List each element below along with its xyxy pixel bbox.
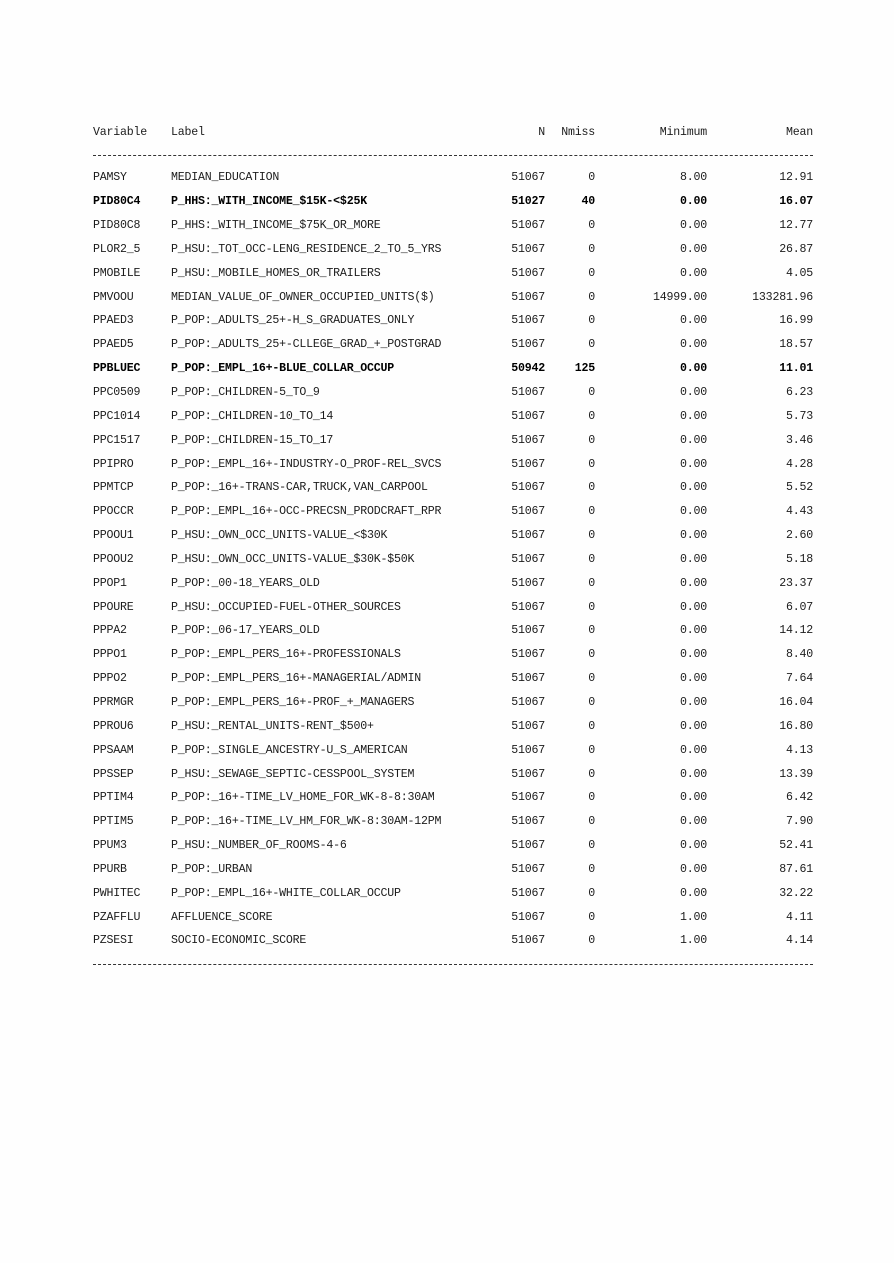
cell-n: 51067 <box>511 886 545 900</box>
cell-mean: 12.77 <box>779 219 813 233</box>
table-row <box>93 333 813 357</box>
cell-variable: PAMSY <box>93 171 127 185</box>
table-header <box>93 120 813 144</box>
cell-n: 51067 <box>511 862 545 876</box>
cell-mean: 4.14 <box>785 934 813 948</box>
cell-minimum: 0.00 <box>679 529 707 543</box>
cell-nmiss: 0 <box>588 767 595 781</box>
cell-n: 51067 <box>511 934 545 948</box>
table-row <box>93 881 813 905</box>
cell-n: 51067 <box>511 433 545 447</box>
cell-label: P_HSU:_OCCUPIED-FUEL-OTHER_SOURCES <box>171 600 401 614</box>
cell-nmiss: 0 <box>588 171 595 185</box>
cell-mean: 2.60 <box>785 529 813 543</box>
cell-n: 51067 <box>511 719 545 733</box>
cell-mean: 4.28 <box>785 457 813 471</box>
cell-mean: 14.12 <box>779 624 813 638</box>
top-rule-row <box>93 144 813 166</box>
cell-mean: 23.37 <box>779 576 813 590</box>
cell-minimum: 1.00 <box>679 910 707 924</box>
cell-nmiss: 0 <box>588 552 595 566</box>
table-row <box>93 595 813 619</box>
table-row <box>93 738 813 762</box>
cell-variable: PPSSEP <box>93 767 134 781</box>
cell-nmiss: 0 <box>588 600 595 614</box>
cell-minimum: 0.00 <box>679 552 707 566</box>
cell-label: P_HHS:_WITH_INCOME_$15K-<$25K <box>171 195 367 209</box>
cell-n: 51067 <box>511 457 545 471</box>
cell-nmiss: 0 <box>588 719 595 733</box>
cell-nmiss: 0 <box>588 934 595 948</box>
cell-n: 51067 <box>511 266 545 280</box>
cell-minimum: 0.00 <box>679 362 707 376</box>
table-row <box>93 381 813 405</box>
cell-n: 51067 <box>511 743 545 757</box>
header-row <box>93 120 813 144</box>
cell-variable: PMOBILE <box>93 266 141 280</box>
cell-label: MEDIAN_EDUCATION <box>171 171 280 185</box>
cell-label: P_POP:_00-18_YEARS_OLD <box>171 576 320 590</box>
cell-mean: 5.73 <box>785 409 813 423</box>
cell-label: MEDIAN_VALUE_OF_OWNER_OCCUPIED_UNITS($) <box>171 290 435 304</box>
cell-label: P_HSU:_OWN_OCC_UNITS-VALUE_<$30K <box>171 529 388 543</box>
cell-variable: PPOOU1 <box>93 529 134 543</box>
table-row <box>93 309 813 333</box>
cell-label: P_POP:_ADULTS_25+-CLLEGE_GRAD_+_POSTGRAD <box>171 338 442 352</box>
table-row <box>93 500 813 524</box>
cell-variable: PPPA2 <box>93 624 127 638</box>
cell-label: P_POP:_16+-TRANS-CAR,TRUCK,VAN_CARPOOL <box>171 481 428 495</box>
table-row <box>93 857 813 881</box>
cell-mean: 5.52 <box>785 481 813 495</box>
table-row <box>93 786 813 810</box>
bottom-dashed-rule <box>93 964 813 965</box>
cell-nmiss: 0 <box>588 481 595 495</box>
cell-mean: 5.18 <box>785 552 813 566</box>
cell-mean: 4.05 <box>785 266 813 280</box>
cell-nmiss: 0 <box>588 743 595 757</box>
cell-label: P_HHS:_WITH_INCOME_$75K_OR_MORE <box>171 219 381 233</box>
cell-label: P_POP:_EMPL_16+-INDUSTRY-O_PROF-REL_SVCS <box>171 457 442 471</box>
cell-minimum: 14999.00 <box>652 290 707 304</box>
table-row <box>93 714 813 738</box>
table-row <box>93 762 813 786</box>
cell-nmiss: 0 <box>588 219 595 233</box>
cell-variable: PPTIM5 <box>93 815 134 829</box>
cell-mean: 6.23 <box>785 386 813 400</box>
table-row <box>93 238 813 262</box>
cell-label: P_POP:_EMPL_16+-OCC-PRECSN_PRODCRAFT_RPR <box>171 505 442 519</box>
table-row <box>93 905 813 929</box>
cell-minimum: 0.00 <box>679 839 707 853</box>
table-row <box>93 810 813 834</box>
cell-variable: PPOURE <box>93 600 134 614</box>
header-label: Label <box>171 125 205 139</box>
table-row <box>93 190 813 214</box>
table-row <box>93 619 813 643</box>
bottom-rule-cell <box>93 953 813 977</box>
cell-label: P_POP:_EMPL_16+-BLUE_COLLAR_OCCUP <box>171 362 394 376</box>
cell-label: P_HSU:_RENTAL_UNITS-RENT_$500+ <box>171 719 374 733</box>
cell-variable: PWHITEC <box>93 886 141 900</box>
cell-minimum: 0.00 <box>679 338 707 352</box>
cell-variable: PPPO2 <box>93 672 127 686</box>
cell-n: 51067 <box>511 290 545 304</box>
cell-variable: PPTIM4 <box>93 791 134 805</box>
cell-minimum: 0.00 <box>679 481 707 495</box>
cell-variable: PID80C8 <box>93 219 141 233</box>
cell-label: P_POP:_EMPL_PERS_16+-MANAGERIAL/ADMIN <box>171 672 422 686</box>
cell-minimum: 0.00 <box>679 457 707 471</box>
cell-n: 51067 <box>511 481 545 495</box>
cell-minimum: 0.00 <box>679 266 707 280</box>
cell-label: P_POP:_EMPL_PERS_16+-PROFESSIONALS <box>171 648 401 662</box>
cell-n: 51067 <box>511 529 545 543</box>
cell-nmiss: 0 <box>588 338 595 352</box>
header-minimum: Minimum <box>659 125 707 139</box>
cell-variable: PPOOU2 <box>93 552 134 566</box>
cell-minimum: 0.00 <box>679 242 707 256</box>
table-row <box>93 524 813 548</box>
cell-n: 51067 <box>511 910 545 924</box>
cell-n: 51067 <box>511 576 545 590</box>
cell-label: P_POP:_CHILDREN-10_TO_14 <box>171 409 334 423</box>
table-row <box>93 643 813 667</box>
cell-minimum: 0.00 <box>679 767 707 781</box>
table-row <box>93 166 813 190</box>
cell-mean: 16.99 <box>779 314 813 328</box>
cell-n: 51067 <box>511 219 545 233</box>
cell-nmiss: 0 <box>588 386 595 400</box>
cell-minimum: 0.00 <box>679 743 707 757</box>
cell-n: 50942 <box>511 362 545 376</box>
cell-nmiss: 0 <box>588 266 595 280</box>
cell-variable: PPBLUEC <box>93 362 141 376</box>
cell-label: P_POP:_06-17_YEARS_OLD <box>171 624 320 638</box>
cell-minimum: 1.00 <box>679 934 707 948</box>
cell-n: 51067 <box>511 600 545 614</box>
cell-variable: PPC0509 <box>93 386 141 400</box>
cell-label: P_POP:_CHILDREN-15_TO_17 <box>171 433 334 447</box>
cell-minimum: 0.00 <box>679 195 707 209</box>
cell-n: 51027 <box>511 195 545 209</box>
cell-mean: 4.13 <box>785 743 813 757</box>
cell-n: 51067 <box>511 767 545 781</box>
cell-minimum: 0.00 <box>679 624 707 638</box>
cell-label: P_HSU:_OWN_OCC_UNITS-VALUE_$30K-$50K <box>171 552 415 566</box>
cell-mean: 16.04 <box>779 695 813 709</box>
cell-nmiss: 0 <box>588 529 595 543</box>
cell-nmiss: 0 <box>588 314 595 328</box>
header-nmiss: Nmiss <box>561 125 595 139</box>
summary-statistics-table <box>93 120 813 977</box>
cell-minimum: 8.00 <box>679 171 707 185</box>
cell-minimum: 0.00 <box>679 695 707 709</box>
cell-mean: 4.43 <box>785 505 813 519</box>
table-row <box>93 548 813 572</box>
cell-mean: 32.22 <box>779 886 813 900</box>
bottom-rule-row <box>93 953 813 977</box>
table-row <box>93 929 813 953</box>
cell-label: P_POP:_16+-TIME_LV_HM_FOR_WK-8:30AM-12PM <box>171 815 442 829</box>
cell-minimum: 0.00 <box>679 433 707 447</box>
cell-n: 51067 <box>511 338 545 352</box>
cell-mean: 4.11 <box>785 910 813 924</box>
cell-mean: 6.07 <box>785 600 813 614</box>
table-row <box>93 214 813 238</box>
table-row <box>93 261 813 285</box>
cell-nmiss: 0 <box>588 672 595 686</box>
cell-mean: 133281.96 <box>752 290 813 304</box>
cell-label: P_POP:_CHILDREN-5_TO_9 <box>171 386 320 400</box>
table-row <box>93 357 813 381</box>
cell-minimum: 0.00 <box>679 886 707 900</box>
table-row <box>93 691 813 715</box>
cell-n: 51067 <box>511 552 545 566</box>
cell-n: 51067 <box>511 695 545 709</box>
cell-variable: PMVOOU <box>93 290 134 304</box>
cell-mean: 6.42 <box>785 791 813 805</box>
cell-minimum: 0.00 <box>679 719 707 733</box>
table-row <box>93 834 813 858</box>
cell-n: 51067 <box>511 242 545 256</box>
cell-mean: 26.87 <box>779 242 813 256</box>
cell-nmiss: 0 <box>588 505 595 519</box>
cell-variable: PPROU6 <box>93 719 134 733</box>
cell-variable: PPOP1 <box>93 576 127 590</box>
cell-minimum: 0.00 <box>679 862 707 876</box>
cell-label: SOCIO-ECONOMIC_SCORE <box>171 934 307 948</box>
table-row <box>93 452 813 476</box>
cell-minimum: 0.00 <box>679 791 707 805</box>
cell-nmiss: 125 <box>574 362 595 376</box>
cell-mean: 7.90 <box>785 815 813 829</box>
cell-nmiss: 0 <box>588 648 595 662</box>
cell-mean: 7.64 <box>785 672 813 686</box>
cell-n: 51067 <box>511 672 545 686</box>
cell-variable: PPC1517 <box>93 433 141 447</box>
table-row <box>93 428 813 452</box>
cell-nmiss: 0 <box>588 910 595 924</box>
cell-label: P_HSU:_NUMBER_OF_ROOMS-4-6 <box>171 839 347 853</box>
table-row <box>93 667 813 691</box>
cell-n: 51067 <box>511 791 545 805</box>
cell-minimum: 0.00 <box>679 386 707 400</box>
cell-n: 51067 <box>511 171 545 185</box>
cell-nmiss: 0 <box>588 695 595 709</box>
cell-variable: PPPO1 <box>93 648 127 662</box>
cell-variable: PPAED3 <box>93 314 134 328</box>
header-mean: Mean <box>785 125 813 139</box>
cell-mean: 18.57 <box>779 338 813 352</box>
cell-label: P_POP:_EMPL_PERS_16+-PROF_+_MANAGERS <box>171 695 415 709</box>
cell-minimum: 0.00 <box>679 409 707 423</box>
cell-variable: PZSESI <box>93 934 134 948</box>
cell-n: 51067 <box>511 409 545 423</box>
cell-mean: 12.91 <box>779 171 813 185</box>
cell-minimum: 0.00 <box>679 648 707 662</box>
cell-nmiss: 0 <box>588 576 595 590</box>
table-row <box>93 404 813 428</box>
cell-n: 51067 <box>511 648 545 662</box>
cell-nmiss: 0 <box>588 624 595 638</box>
cell-n: 51067 <box>511 386 545 400</box>
cell-variable: PLOR2_5 <box>93 242 141 256</box>
cell-minimum: 0.00 <box>679 505 707 519</box>
cell-nmiss: 0 <box>588 433 595 447</box>
cell-nmiss: 0 <box>588 457 595 471</box>
cell-nmiss: 0 <box>588 815 595 829</box>
cell-minimum: 0.00 <box>679 600 707 614</box>
cell-variable: PPC1014 <box>93 409 141 423</box>
cell-n: 51067 <box>511 505 545 519</box>
cell-label: P_HSU:_MOBILE_HOMES_OR_TRAILERS <box>171 266 381 280</box>
cell-variable: PPUM3 <box>93 839 127 853</box>
cell-nmiss: 0 <box>588 242 595 256</box>
header-variable: Variable <box>93 125 148 139</box>
cell-nmiss: 0 <box>588 409 595 423</box>
cell-label: P_POP:_EMPL_16+-WHITE_COLLAR_OCCUP <box>171 886 401 900</box>
cell-label: P_POP:_SINGLE_ANCESTRY-U_S_AMERICAN <box>171 743 408 757</box>
cell-variable: PPMTCP <box>93 481 134 495</box>
cell-n: 51067 <box>511 839 545 853</box>
table-row <box>93 571 813 595</box>
cell-mean: 16.80 <box>779 719 813 733</box>
cell-label: P_HSU:_SEWAGE_SEPTIC-CESSPOOL_SYSTEM <box>171 767 415 781</box>
cell-mean: 16.07 <box>779 195 813 209</box>
cell-label: P_HSU:_TOT_OCC-LENG_RESIDENCE_2_TO_5_YRS <box>171 242 442 256</box>
cell-nmiss: 0 <box>588 862 595 876</box>
cell-minimum: 0.00 <box>679 815 707 829</box>
cell-mean: 11.01 <box>779 362 813 376</box>
cell-mean: 52.41 <box>779 839 813 853</box>
cell-minimum: 0.00 <box>679 219 707 233</box>
cell-n: 51067 <box>511 314 545 328</box>
table-body <box>93 144 813 977</box>
cell-mean: 13.39 <box>779 767 813 781</box>
cell-nmiss: 0 <box>588 290 595 304</box>
cell-label: P_POP:_16+-TIME_LV_HOME_FOR_WK-8-8:30AM <box>171 791 435 805</box>
cell-minimum: 0.00 <box>679 672 707 686</box>
cell-variable: PPOCCR <box>93 505 134 519</box>
cell-mean: 87.61 <box>779 862 813 876</box>
cell-minimum: 0.00 <box>679 314 707 328</box>
cell-variable: PPRMGR <box>93 695 134 709</box>
header-n: N <box>538 125 545 139</box>
cell-label: AFFLUENCE_SCORE <box>171 910 273 924</box>
cell-variable: PPIPRO <box>93 457 134 471</box>
cell-mean: 3.46 <box>785 433 813 447</box>
cell-variable: PPURB <box>93 862 127 876</box>
cell-nmiss: 0 <box>588 886 595 900</box>
cell-minimum: 0.00 <box>679 576 707 590</box>
cell-n: 51067 <box>511 815 545 829</box>
cell-variable: PID80C4 <box>93 195 141 209</box>
cell-label: P_POP:_ADULTS_25+-H_S_GRADUATES_ONLY <box>171 314 415 328</box>
cell-variable: PPSAAM <box>93 743 134 757</box>
cell-nmiss: 40 <box>581 195 595 209</box>
cell-mean: 8.40 <box>785 648 813 662</box>
cell-variable: PZAFFLU <box>93 910 141 924</box>
top-rule-cell <box>93 144 813 166</box>
table-row <box>93 285 813 309</box>
cell-label: P_POP:_URBAN <box>171 862 253 876</box>
cell-nmiss: 0 <box>588 791 595 805</box>
cell-n: 51067 <box>511 624 545 638</box>
cell-variable: PPAED5 <box>93 338 134 352</box>
table-row <box>93 476 813 500</box>
top-dashed-rule <box>93 155 813 156</box>
cell-nmiss: 0 <box>588 839 595 853</box>
